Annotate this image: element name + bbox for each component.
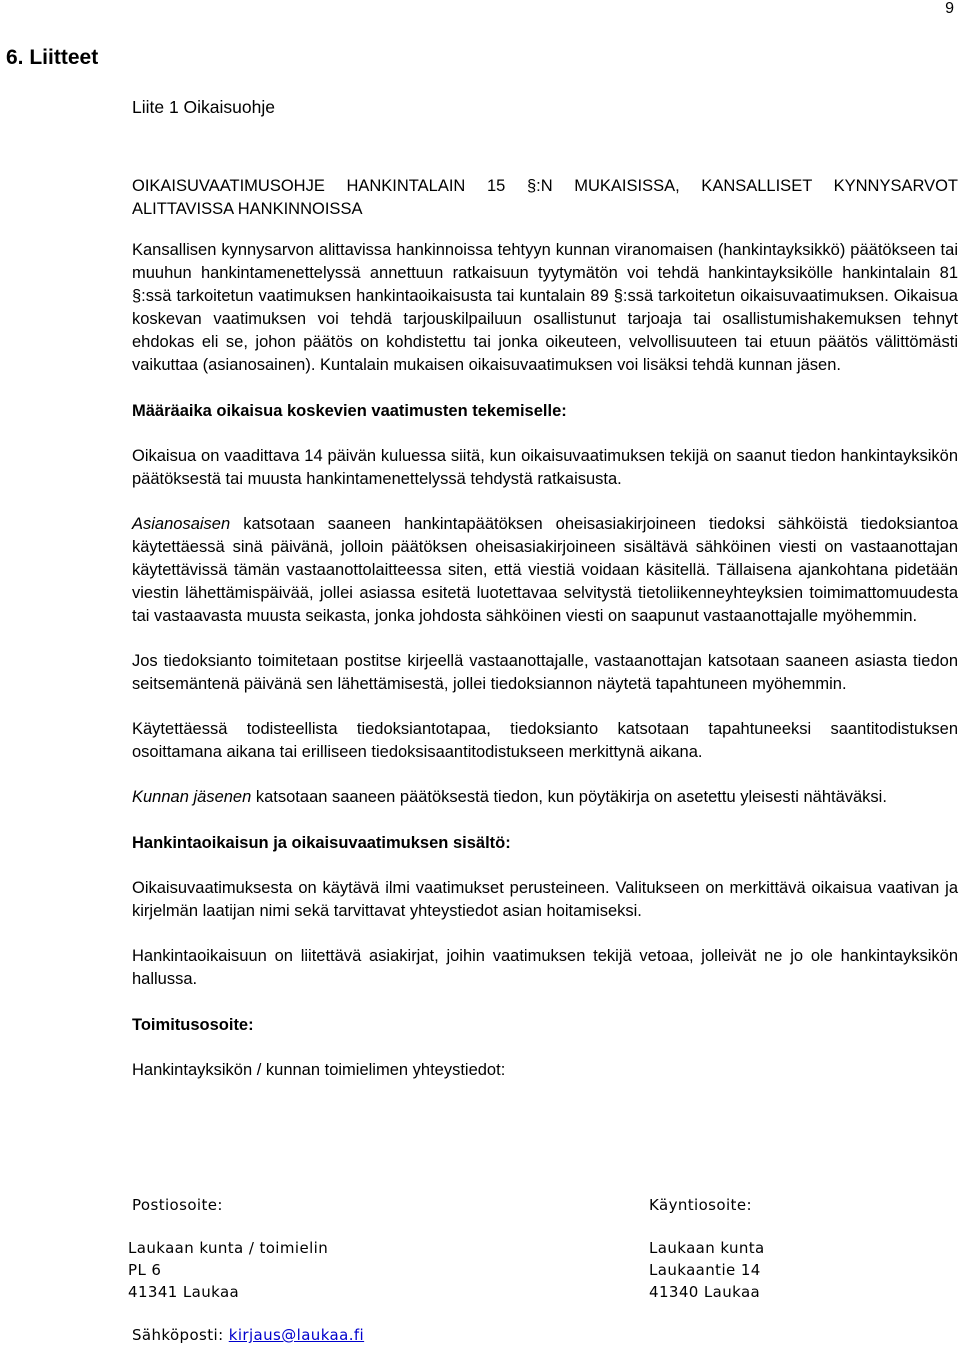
visit-label: Käyntiosoite: xyxy=(649,1196,752,1214)
deadline-paragraph-2-text: katsotaan saaneen hankintapäätöksen oheisasiakirjoineen tiedoksi sähköistä tiedoksiantoa käytettäessä sinä päivänä, jolloin päätöksen oheisasiakirjoineen sisältävä sähköinen viesti on vastaanottajan käytettävissä tämän vastaanottolaitteessa siten, että viestiä voidaan käsitellä. Tällaisena ajankohtana pidetään viestin lähettämispäivää, jollei asiassa esitetä luotettavaa selvitystä tietoliikenneyhteyksien toimimattomuudesta tai vastaavasta muusta seikasta, jonka johdosta sähköinen viesti on saapunut vastaanottajalle myöhemmin. xyxy=(132,515,958,625)
deadline-paragraph-2 xyxy=(132,513,958,628)
document-body xyxy=(132,96,958,1082)
visit-address xyxy=(649,1194,752,1216)
postal-line-2: PL 6 xyxy=(128,1261,162,1279)
term-asianosainen: Asianosaisen xyxy=(132,515,231,533)
visit-address-lines xyxy=(649,1237,765,1303)
content-paragraph-1: Oikaisuvaatimuksesta on käytävä ilmi vaatimukset perusteineen. Valitukseen on merkittävä oikaisua vaativan ja kirjelmän laatijan nimi sekä tarvittavat yhteystiedot asian hoitamiseksi. xyxy=(132,879,958,920)
visit-line-3: 41340 Laukaa xyxy=(649,1283,761,1301)
postal-line-1: Laukaan kunta / toimielin xyxy=(128,1239,329,1257)
visit-line-2: Laukaantie 14 xyxy=(649,1261,761,1279)
deadline-paragraph-5 xyxy=(132,786,958,809)
deadline-paragraph-4: Käytettäessä todisteellista tiedoksiantotapaa, tiedoksianto katsotaan tapahtuneeksi saantitodistuksen osoittamana aikana tai erilliseen tiedoksisaantitodistukseen merkittynä aikana. xyxy=(132,720,958,761)
deadline-paragraph-5-text: katsotaan saaneen päätöksestä tiedon, kun pöytäkirja on asetettu yleisesti nähtäväksi. xyxy=(251,788,887,806)
postal-address-lines xyxy=(128,1237,328,1303)
email-row xyxy=(132,1324,364,1346)
appendix-title: Liite 1 Oikaisuohje xyxy=(132,97,275,117)
intro-paragraph: Kansallisen kynnysarvon alittavissa hankinnoissa tehtyyn kunnan viranomaisen (hankintayksikkö) päätökseen tai muuhun hankintamenettelyssä annettuun ratkaisuun tyytymätön voi tehdä hankintayksikölle hankintalain 81 §:ssä tarkoitetun vaatimuksen hankintaoikaisusta tai kuntalain 89 §:ssä tarkoitetun oikaisuvaatimuksen. Oikaisua koskevan vaatimuksen voi tehdä tarjouskilpailuun osallistunut tarjoaja tai osallistumishakemuksen tehnyt ehdokas eli se, johon päätös on kohdistettu tai jonka oikeuteen, velvollisuuteen tai etuun päätös välittömästi vaikuttaa (asianosainen). Kuntalain mukaisen oikaisuvaatimuksen voi lisäksi tehdä kunnan jäsen. xyxy=(132,241,958,374)
content-paragraph-2: Hankintaoikaisuun on liitettävä asiakirjat, joihin vaatimuksen tekijä vetoaa, jolleivät ne jo ole hankintayksikön hallussa. xyxy=(132,947,958,988)
chapter-title: 6. Liitteet xyxy=(6,46,99,69)
postal-line-3: 41341 Laukaa xyxy=(128,1283,240,1301)
doc-heading: OIKAISUVAATIMUSOHJE HANKINTALAIN 15 §:N MUKAISISSA, KANSALLISET KYNNYSARVOT ALITTAVISSA HANKINNOISSA xyxy=(132,177,958,218)
postal-address xyxy=(132,1194,223,1216)
postal-label: Postiosoite: xyxy=(132,1196,223,1214)
term-kunnan-jasen: Kunnan jäsenen xyxy=(132,788,252,806)
email-link[interactable]: kirjaus@laukaa.fi xyxy=(228,1326,365,1344)
page-number: 9 xyxy=(945,0,954,17)
section-heading-deadline: Määräaika oikaisua koskevien vaatimusten tekemiselle: xyxy=(132,402,567,420)
deadline-paragraph-1: Oikaisua on vaadittava 14 päivän kuluessa siitä, kun oikaisuvaatimuksen tekijä on saanut tiedon hankintayksikön päätöksestä tai muusta hankintamenettelyssä tehdystä ratkaisusta. xyxy=(132,447,958,488)
delivery-paragraph: Hankintayksikön / kunnan toimielimen yhteystiedot: xyxy=(132,1061,506,1079)
email-label: Sähköposti: xyxy=(132,1326,229,1344)
section-heading-content: Hankintaoikaisun ja oikaisuvaatimuksen sisältö: xyxy=(132,834,511,852)
deadline-paragraph-3: Jos tiedoksianto toimitetaan postitse kirjeellä vastaanottajalle, vastaanottajan katsotaan saaneen asiasta tiedon seitsemäntenä päivänä sen lähettämisestä, jollei tiedoksiannon näytetä tapahtuneen myöhemmin. xyxy=(132,652,958,693)
visit-line-1: Laukaan kunta xyxy=(649,1239,765,1257)
section-heading-delivery: Toimitusosoite: xyxy=(132,1016,254,1034)
